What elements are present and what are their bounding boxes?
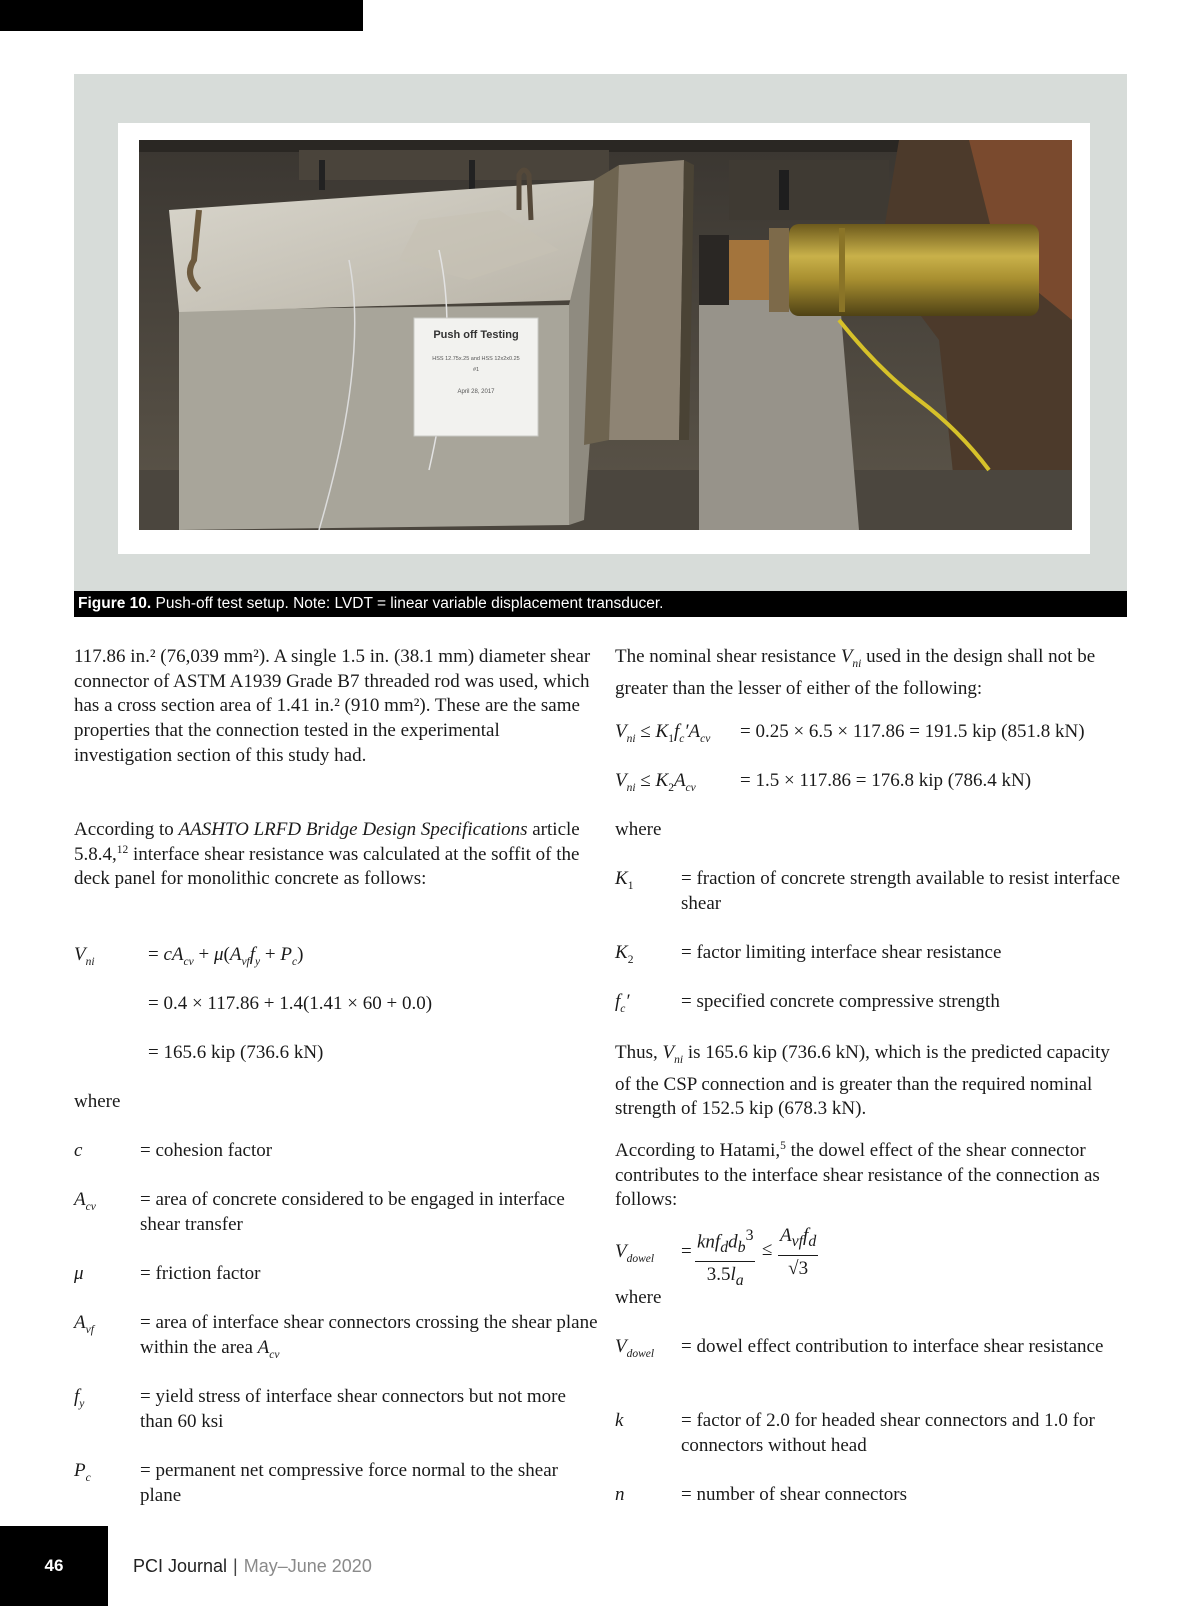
figure-caption [74, 591, 1127, 617]
equation-limit-2-lhs: $V_{ni} \le K_2A_{cv}$ [615, 770, 696, 794]
sign-number: #1 [472, 367, 480, 373]
sign-subtitle: HSS 12.75x.25 and HSS 12x2x0.25 [432, 356, 520, 362]
sym-acv: $A_{cv}$ [74, 1189, 96, 1213]
equation-vni-substitution: = 0.4 × 117.86 + 1.4(1.41 × 60 + 0.0) [148, 993, 433, 1014]
sym-vdowel-eq: $V_{dowel}$ [615, 1241, 655, 1265]
sym-fy: $f_y$ [74, 1386, 85, 1410]
equation-dowel-equals: = [681, 1241, 692, 1262]
footer-journal-line [133, 1556, 372, 1576]
def-fc: = specified concrete compressive strength [681, 991, 1000, 1012]
sign-date: April 28, 2017 [457, 389, 495, 395]
equation-dowel-leq: ≤ [762, 1239, 773, 1260]
sym-vni: $V_{ni}$ [74, 944, 95, 968]
right-paragraph-2: Thus, $V_{ni}$ is 165.6 kip (736.6 kN), which is the predicted capacity of the CSP connection and is greater than the required nominal strength of 152.5 kip (678.3 kN). [615, 1042, 1110, 1120]
footer-date: May–June 2020 [243, 1556, 372, 1576]
left-paragraph-2: According to AASHTO LRFD Bridge Design Specifications article 5.8.4,12 interface shear resistance was calculated at the soffit of the deck panel for monolithic concrete as follows: [74, 819, 580, 890]
equation-vni-result: = 165.6 kip (736.6 kN) [148, 1042, 324, 1063]
footer-separator: | [233, 1556, 238, 1576]
equation-vni-formula: = $cA_{cv} + \mu(A_{vf}f_y + P_c)$ [148, 944, 304, 968]
sym-k1: $K_1$ [615, 868, 634, 892]
figure-caption-text: Push-off test setup. Note: LVDT = linear variable displacement transducer. [155, 595, 664, 612]
sym-k2: $K_2$ [615, 942, 634, 966]
right-paragraph-3: According to Hatami,$^5$ the dowel effect of the shear connector contributes to the interface shear resistance of the connection as follows: [615, 1140, 1100, 1211]
sym-c: c [74, 1140, 83, 1161]
sym-pc: $P_c$ [74, 1460, 91, 1484]
def-c: = cohesion factor [140, 1140, 273, 1161]
equation-dowel-fraction-1: $knf_dd_b^3$ $3.5l_a$ [697, 1227, 754, 1289]
def-vdowel: = dowel effect contribution to interface shear resistance [681, 1336, 1104, 1357]
left-paragraph-1: 117.86 in.² (76,039 mm²). A single 1.5 in. (38.1 mm) diameter shear connector of ASTM A1939 Grade B7 threaded rod was used, which has a cross section area of 1.41 in.² (910 mm²). These are the same properties that the connection tested in the experimental investigation section of this study had. [74, 646, 591, 766]
def-fy: = yield stress of interface shear connectors but not more than 60 ksi [140, 1386, 566, 1432]
header-black-bar [0, 0, 363, 31]
right-where-1: where [615, 819, 662, 840]
def-k: = factor of 2.0 for headed shear connectors and 1.0 for connectors without head [681, 1410, 1095, 1456]
def-n: = number of shear connectors [681, 1484, 907, 1505]
page-number: 46 [44, 1556, 64, 1575]
figure-label: Figure 10. [78, 595, 152, 612]
sign-title: Push off Testing [433, 329, 519, 341]
def-mu: = friction factor [140, 1263, 261, 1284]
push-off-test-photo [139, 140, 1072, 530]
footer-journal: PCI Journal [133, 1556, 228, 1576]
right-where-2: where [615, 1287, 662, 1308]
def-k1: = fraction of concrete strength available to resist interface shear [681, 868, 1121, 914]
sym-fc: $f_c'$ [615, 991, 630, 1015]
sym-vdowel: $V_{dowel}$ [615, 1336, 655, 1360]
def-avf: = area of interface shear connectors crossing the shear plane within the area $A_{cv}$ [140, 1312, 598, 1361]
equation-limit-2-value: = 1.5 × 117.86 = 176.8 kip (786.4 kN) [740, 770, 1032, 791]
sym-mu: μ [74, 1263, 84, 1284]
right-paragraph-1: The nominal shear resistance $V_{ni}$ used in the design shall not be greater than the lesser of either of the following: [615, 646, 1096, 699]
equation-limit-1-lhs: $V_{ni} \le K_1f_c'A_{cv}$ [615, 721, 711, 745]
equation-limit-1-value: = 0.25 × 6.5 × 117.86 = 191.5 kip (851.8 kN) [740, 721, 1085, 742]
left-where: where [74, 1091, 121, 1112]
equation-dowel-fraction-2: $A_{vf}f_d$ √3 [780, 1225, 817, 1279]
sym-avf: $A_{vf}$ [74, 1312, 94, 1336]
def-k2: = factor limiting interface shear resistance [681, 942, 1002, 963]
sym-n: n [615, 1484, 625, 1505]
def-acv: = area of concrete considered to be engaged in interface shear transfer [140, 1189, 565, 1235]
sym-k: k [615, 1410, 624, 1431]
def-pc: = permanent net compressive force normal to the shear plane [140, 1460, 558, 1506]
